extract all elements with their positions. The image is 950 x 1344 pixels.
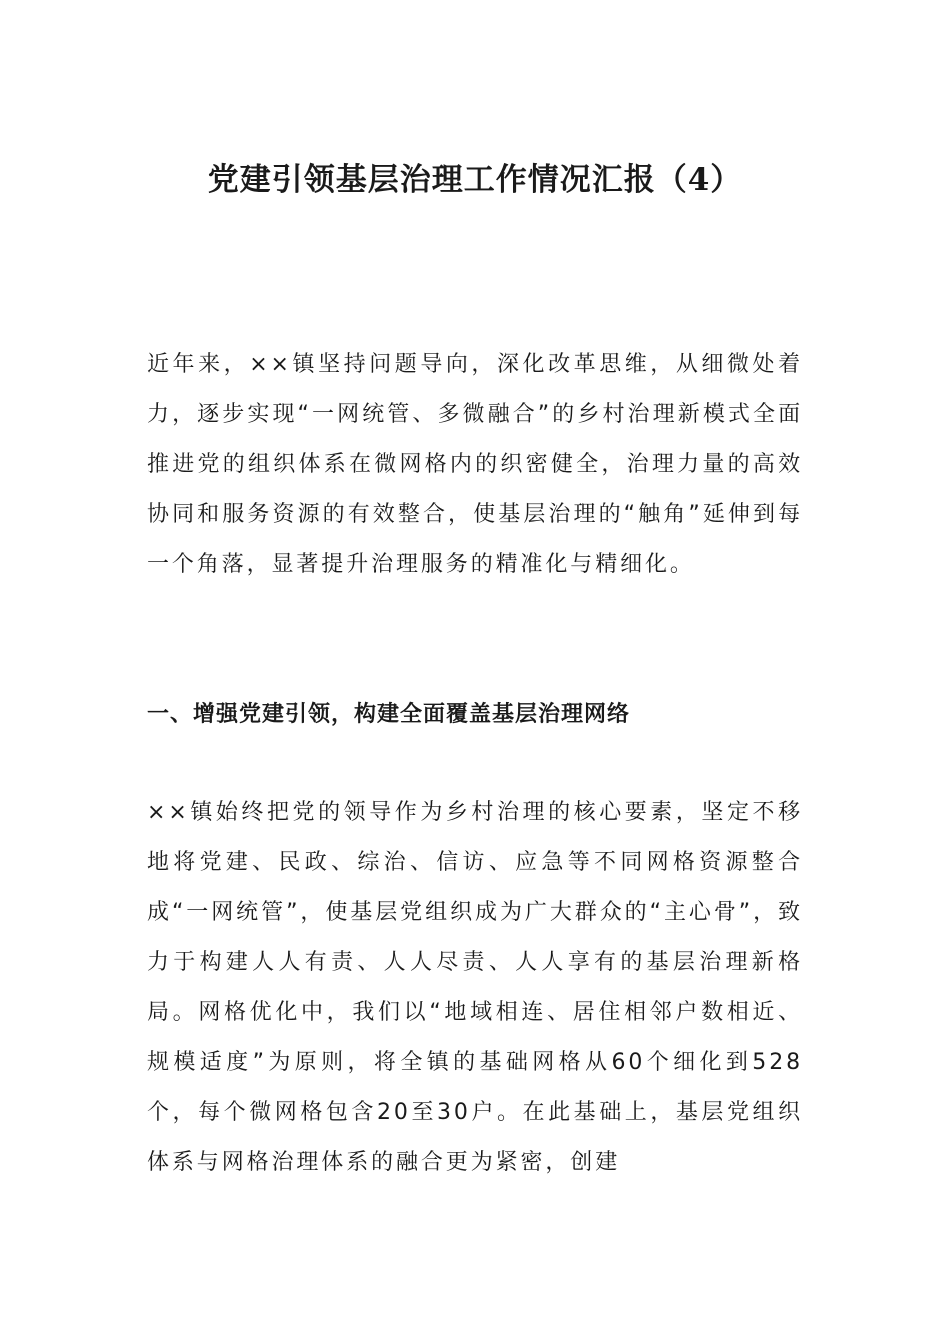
intro-paragraph: 近年来，××镇坚持问题导向，深化改革思维，从细微处着力，逐步实现“一网统管、多微融合”的乡村治理新模式全面推进党的组织体系在微网格内的织密健全，治理力量的高效协同和服务资源的有效整合，使基层治理的“触角”延伸到每一个角落，显著提升治理服务的精准化与精细化。 xyxy=(147,352,803,577)
document-title: 党建引领基层治理工作情况汇报（4） xyxy=(207,162,743,198)
section-paragraph: ××镇始终把党的领导作为乡村治理的核心要素，坚定不移地将党建、民政、综治、信访、应急等不同网格资源整合成“一网统管”，使基层党组织成为广大群众的“主心骨”，致力于构建人人有责、人人尽责、人人享有的基层治理新格局。网格优化中，我们以“地域相连、居住相邻户数相近、规模适度”为原则，将全镇的基础网格从60个细化到528个，每个微网格包含20至30户。在此基础上，基层党组织体系与网格治理体系的融合更为紧密，创建 xyxy=(147,800,803,1175)
section-heading: 一、增强党建引领，构建全面覆盖基层治理网络 xyxy=(147,702,631,727)
